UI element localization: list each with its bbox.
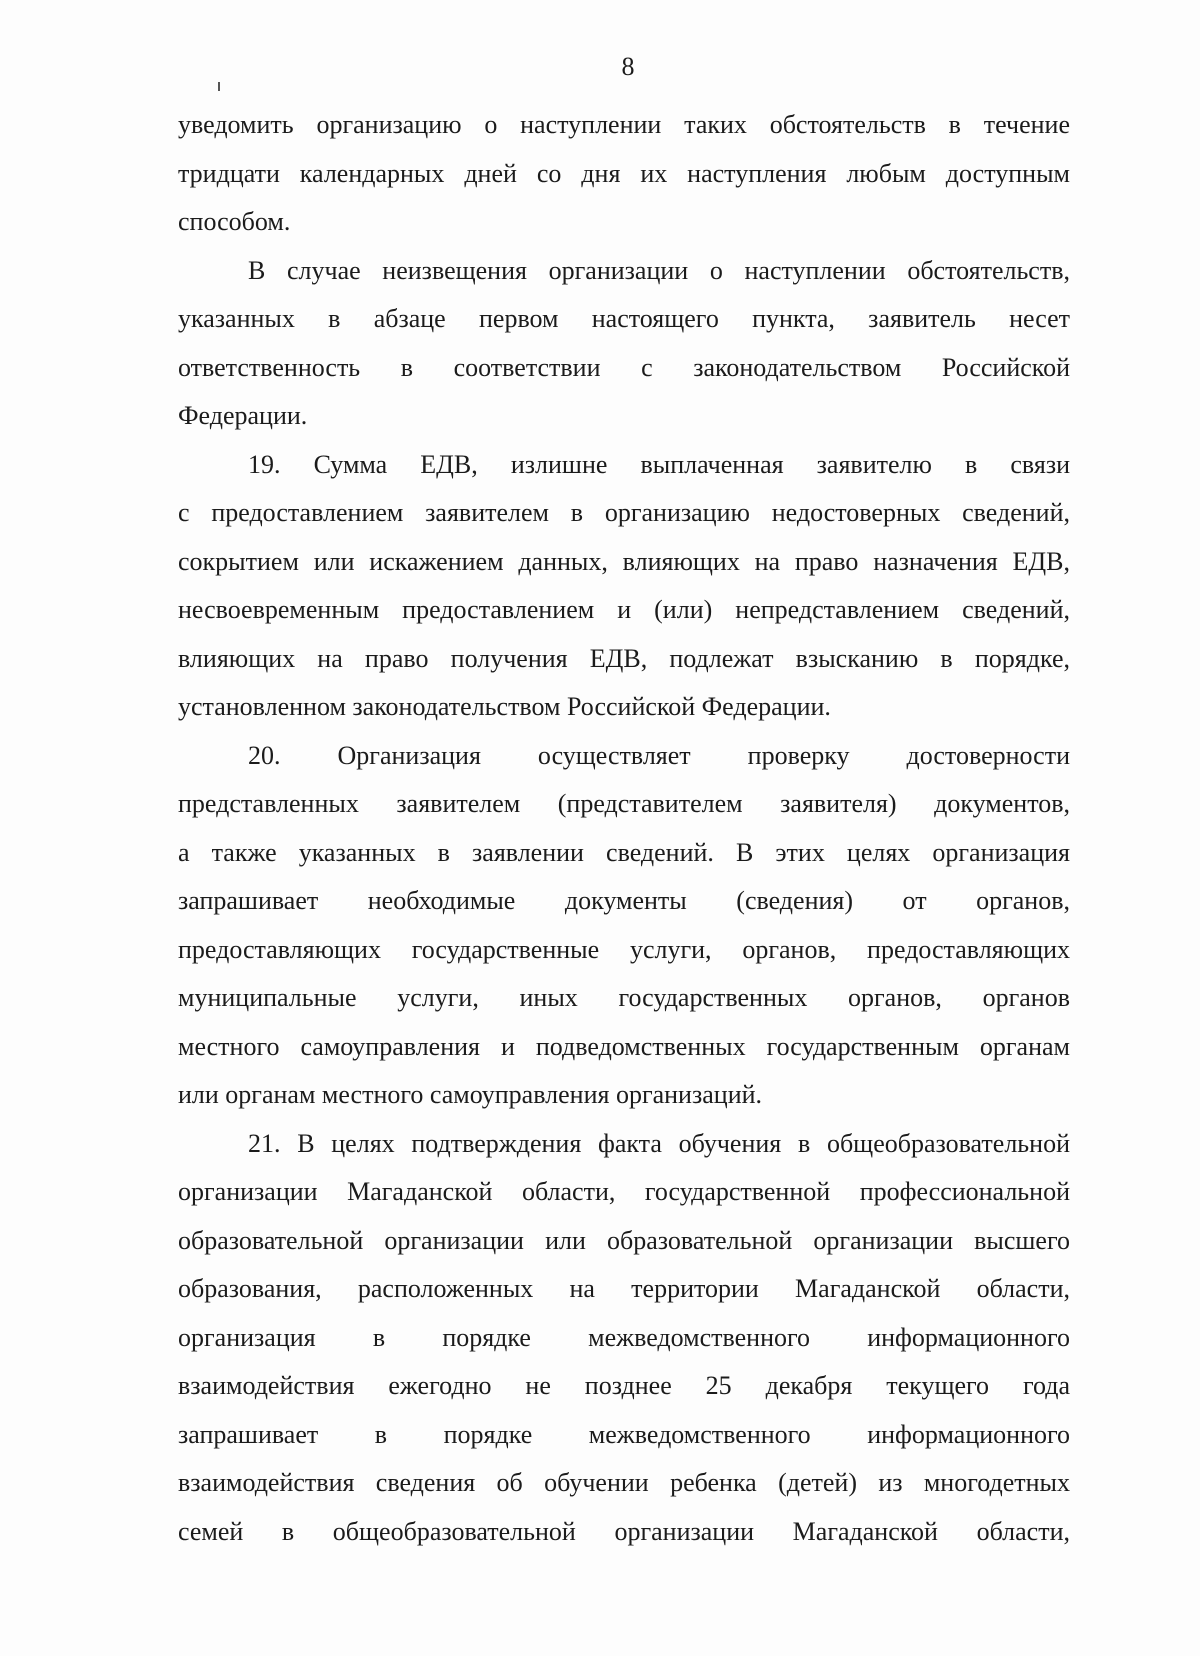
text-line: установленном законодательством Российской Федерации.	[178, 692, 831, 721]
text-line: Федерации.	[178, 401, 308, 430]
text-line: взаимодействия сведения об обучении ребенка (детей) из многодетных	[178, 1468, 1070, 1497]
text-line: уведомить организацию о наступлении таких обстоятельств в течение	[178, 110, 1070, 139]
text-line: запрашивает необходимые документы (сведения) от органов,	[178, 886, 1070, 915]
document-body	[178, 101, 1070, 1556]
text-line: 19. Сумма ЕДВ, излишне выплаченная заявителю в связи	[248, 449, 1070, 479]
text-line: способом.	[178, 207, 291, 236]
text-line: представленных заявителем (представителем заявителя) документов,	[178, 789, 1070, 818]
text-line: или органам местного самоуправления организаций.	[178, 1080, 763, 1109]
text-line: местного самоуправления и подведомственных государственным органам	[178, 1031, 1070, 1061]
scan-artifact-mark	[218, 82, 220, 91]
text-line: запрашивает в порядке межведомственного информационного	[178, 1419, 1070, 1449]
text-line: указанных в абзаце первом настоящего пункта, заявитель несет	[178, 304, 1070, 333]
text-line: В случае неизвещения организации о наступлении обстоятельств,	[248, 255, 1070, 285]
text-line: несвоевременным предоставлением и (или) непредставлением сведений,	[178, 595, 1070, 624]
text-line: 20. Организация осуществляет проверку достоверности	[248, 740, 1070, 770]
text-line: организации Магаданской области, государственной профессиональной	[178, 1177, 1070, 1206]
text-line: образования, расположенных на территории Магаданской области,	[178, 1274, 1070, 1303]
text-line: ответственность в соответствии с законодательством Российской	[178, 352, 1070, 382]
text-line: муниципальные услуги, иных государственных органов, органов	[178, 983, 1070, 1012]
text-line: семей в общеобразовательной организации Магаданской области,	[178, 1516, 1070, 1546]
text-line: взаимодействия ежегодно не позднее 25 декабря текущего года	[178, 1371, 1070, 1400]
text-line: предоставляющих государственные услуги, органов, предоставляющих	[178, 934, 1070, 964]
text-line: влияющих на право получения ЕДВ, подлежат взысканию в порядке,	[178, 643, 1070, 673]
text-line: а также указанных в заявлении сведений. В этих целях организация	[178, 837, 1070, 867]
text-line: 21. В целях подтверждения факта обучения в общеобразовательной	[248, 1128, 1070, 1158]
page-number: 8	[621, 52, 635, 81]
text-line: образовательной организации или образовательной организации высшего	[178, 1225, 1070, 1255]
text-line: тридцати календарных дней со дня их наступления любым доступным	[178, 158, 1070, 188]
text-line: сокрытием или искажением данных, влияющих на право назначения ЕДВ,	[178, 546, 1070, 576]
text-line: с предоставлением заявителем в организацию недостоверных сведений,	[178, 498, 1070, 527]
text-line: организация в порядке межведомственного информационного	[178, 1322, 1070, 1352]
